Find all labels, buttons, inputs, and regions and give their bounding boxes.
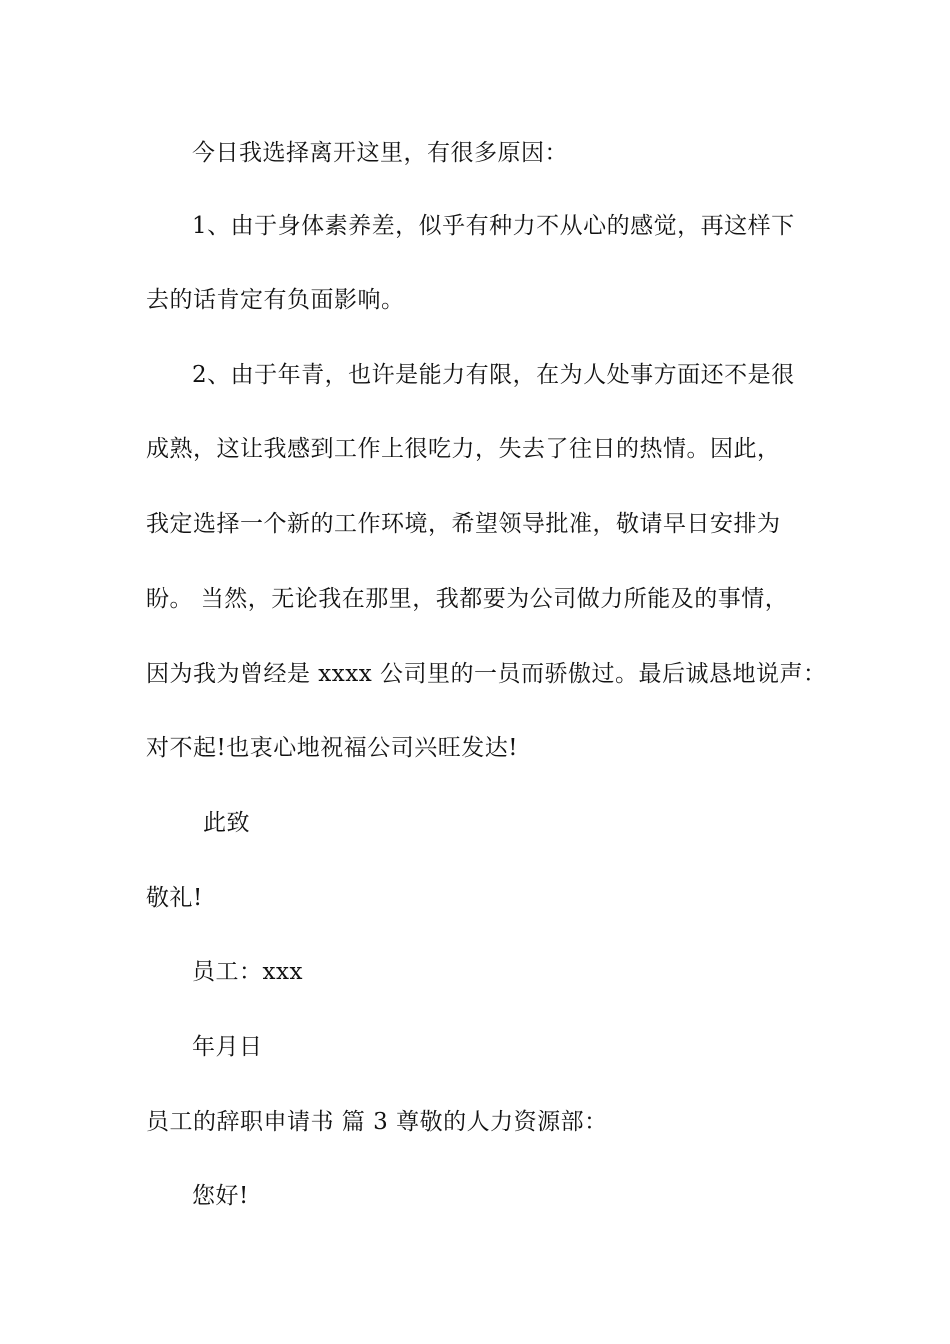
paragraph-reason-2-cont-2: 我定选择一个新的工作环境，希望领导批准，敬请早日安排为	[146, 511, 781, 537]
paragraph-reason-2-cont-4: 因为我为曾经是 xxxx 公司里的一员而骄傲过。最后诚恳地说声：	[146, 661, 827, 687]
paragraph-reason-2: 2、由于年青，也许是能力有限，在为人处事方面还不是很	[192, 362, 795, 388]
signature-date: 年月日	[192, 1034, 263, 1060]
greeting: 您好!	[192, 1183, 249, 1209]
paragraph-reason-2-cont-1: 成熟，这让我感到工作上很吃力，失去了往日的热情。因此，	[146, 436, 781, 462]
signature-employee: 员工：xxx	[192, 959, 303, 985]
closing-regards: 敬礼!	[146, 885, 203, 911]
paragraph-reason-2-cont-3: 盼。 当然，无论我在那里，我都要为公司做力所能及的事情，	[146, 586, 789, 612]
paragraph-reason-1-cont: 去的话肯定有负面影响。	[146, 287, 405, 313]
paragraph-reason-2-cont-5: 对不起!也衷心地祝福公司兴旺发达!	[146, 735, 518, 761]
paragraph-intro: 今日我选择离开这里，有很多原因：	[192, 140, 568, 166]
paragraph-reason-1: 1、由于身体素养差，似乎有种力不从心的感觉，再这样下	[192, 213, 795, 239]
section-heading: 员工的辞职申请书 篇 3 尊敬的人力资源部：	[146, 1109, 608, 1135]
closing-salutation: 此致	[203, 810, 250, 836]
